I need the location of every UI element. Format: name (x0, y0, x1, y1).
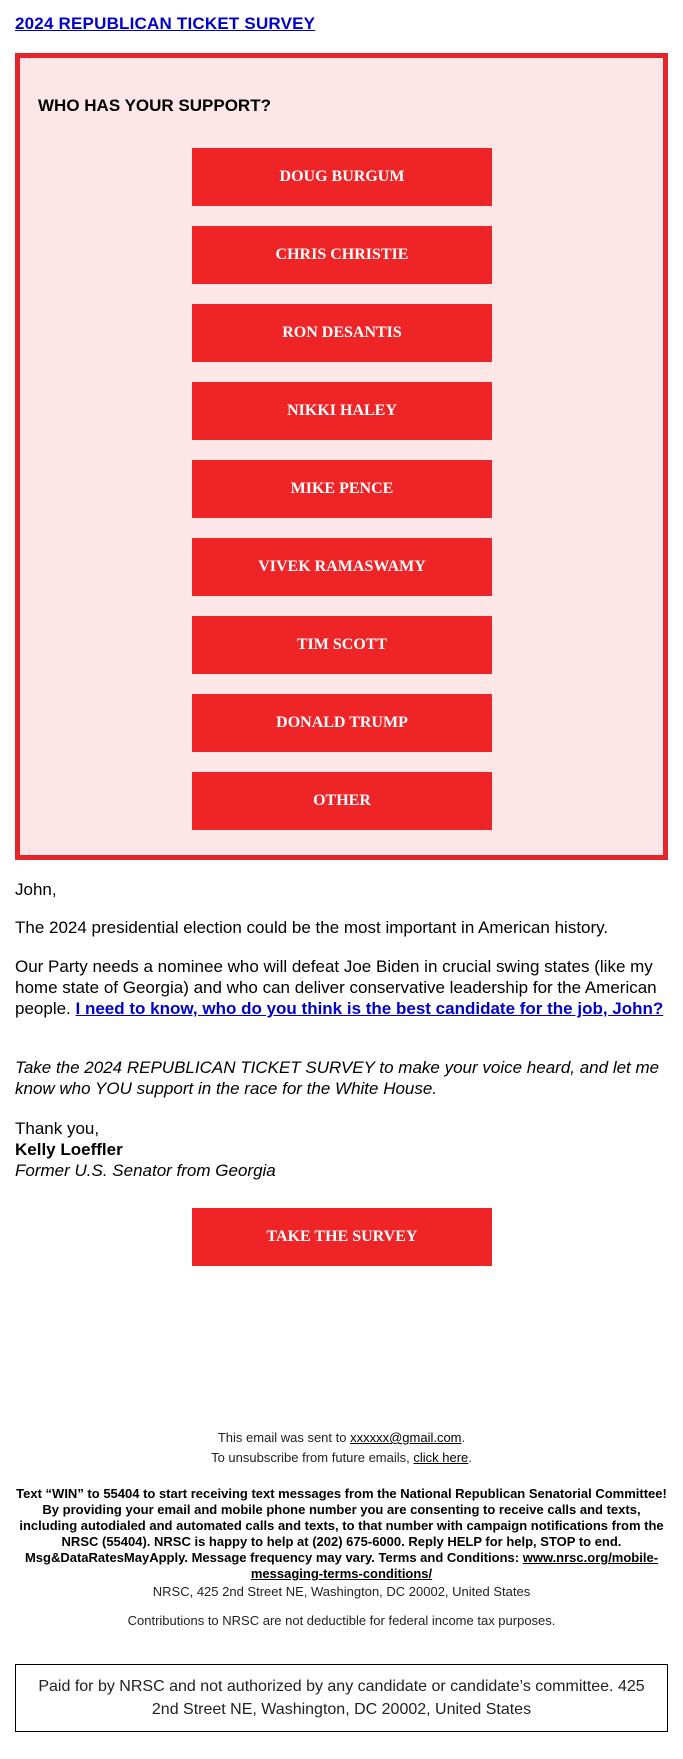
sent-to-prefix: This email was sent to (217, 1430, 351, 1445)
take-survey-button[interactable]: TAKE THE SURVEY (192, 1208, 492, 1266)
signer-name: Kelly Loeffler (15, 1140, 123, 1159)
best-candidate-link[interactable]: I need to know, who do you think is the best candidate for the job, John? (75, 999, 664, 1018)
survey-panel (15, 53, 668, 860)
letter-greeting: John, (15, 880, 57, 899)
sms-legal-text (15, 1486, 668, 1582)
letter-paragraph-2 (15, 956, 667, 1019)
letter-paragraph-2-text: Our Party needs a nominee who will defeat Joe Biden in crucial swing states (like my home state of Georgia) and who can deliver conservative leadership for the American people. (15, 957, 657, 1018)
footer-tax-note: Contributions to NRSC are not deductible for federal income tax purposes. (127, 1613, 556, 1628)
recipient-email-link[interactable]: xxxxxx@gmail.com (350, 1430, 462, 1445)
unsubscribe-prefix: To unsubscribe from future emails, (211, 1450, 414, 1465)
letter-signoff: Thank you, (15, 1119, 100, 1138)
terms-link[interactable]: www.nrsc.org/mobile-messaging-terms-conditions/ (250, 1550, 659, 1581)
unsubscribe-link[interactable]: click here (413, 1450, 469, 1465)
candidate-button-trump[interactable]: DONALD TRUMP (192, 694, 492, 752)
survey-title-link[interactable]: 2024 REPUBLICAN TICKET SURVEY (15, 14, 316, 33)
survey-heading: WHO HAS YOUR SUPPORT? (38, 96, 271, 115)
sms-legal-body: Text “WIN” to 55404 to start receiving text messages from the National Republican Senatorial Committee! By providing your email and mobile phone number you are consenting to receive calls and texts, including autodialed and automated calls and texts, to that number with campaign notifications from the NRSC (55404). NRSC is happy to help at (202) 675-6000. Reply HELP for help, STOP to end. Msg&DataRatesMayApply. Message frequency may vary. Terms and Conditions: (16, 1486, 667, 1565)
candidate-button-desantis[interactable]: RON DESANTIS (192, 304, 492, 362)
candidate-button-haley[interactable]: NIKKI HALEY (192, 382, 492, 440)
paid-for-text: Paid for by NRSC and not authorized by any candidate or candidate’s committee. 425 2nd Street NE, Washington, DC 20002, United States (38, 1678, 645, 1718)
candidate-button-christie[interactable]: CHRIS CHRISTIE (192, 226, 492, 284)
footer-sent-to (15, 1429, 668, 1447)
candidate-button-scott[interactable]: TIM SCOTT (192, 616, 492, 674)
candidate-button-burgum[interactable]: DOUG BURGUM (192, 148, 492, 206)
paid-for-disclaimer (15, 1664, 668, 1732)
footer-address: NRSC, 425 2nd Street NE, Washington, DC 20002, United States (152, 1584, 531, 1599)
candidate-button-pence[interactable]: MIKE PENCE (192, 460, 492, 518)
sent-to-suffix: . (461, 1430, 466, 1445)
unsubscribe-suffix: . (468, 1450, 472, 1465)
signer-title: Former U.S. Senator from Georgia (15, 1161, 276, 1180)
letter-paragraph-3: Take the 2024 REPUBLICAN TICKET SURVEY to make your voice heard, and let me know who YOU support in the race for the White House. (15, 1058, 660, 1098)
candidate-button-ramaswamy[interactable]: VIVEK RAMASWAMY (192, 538, 492, 596)
footer-unsubscribe (15, 1449, 668, 1467)
letter-paragraph-1: The 2024 presidential election could be the most important in American history. (15, 918, 609, 937)
candidate-button-other[interactable]: OTHER (192, 772, 492, 830)
